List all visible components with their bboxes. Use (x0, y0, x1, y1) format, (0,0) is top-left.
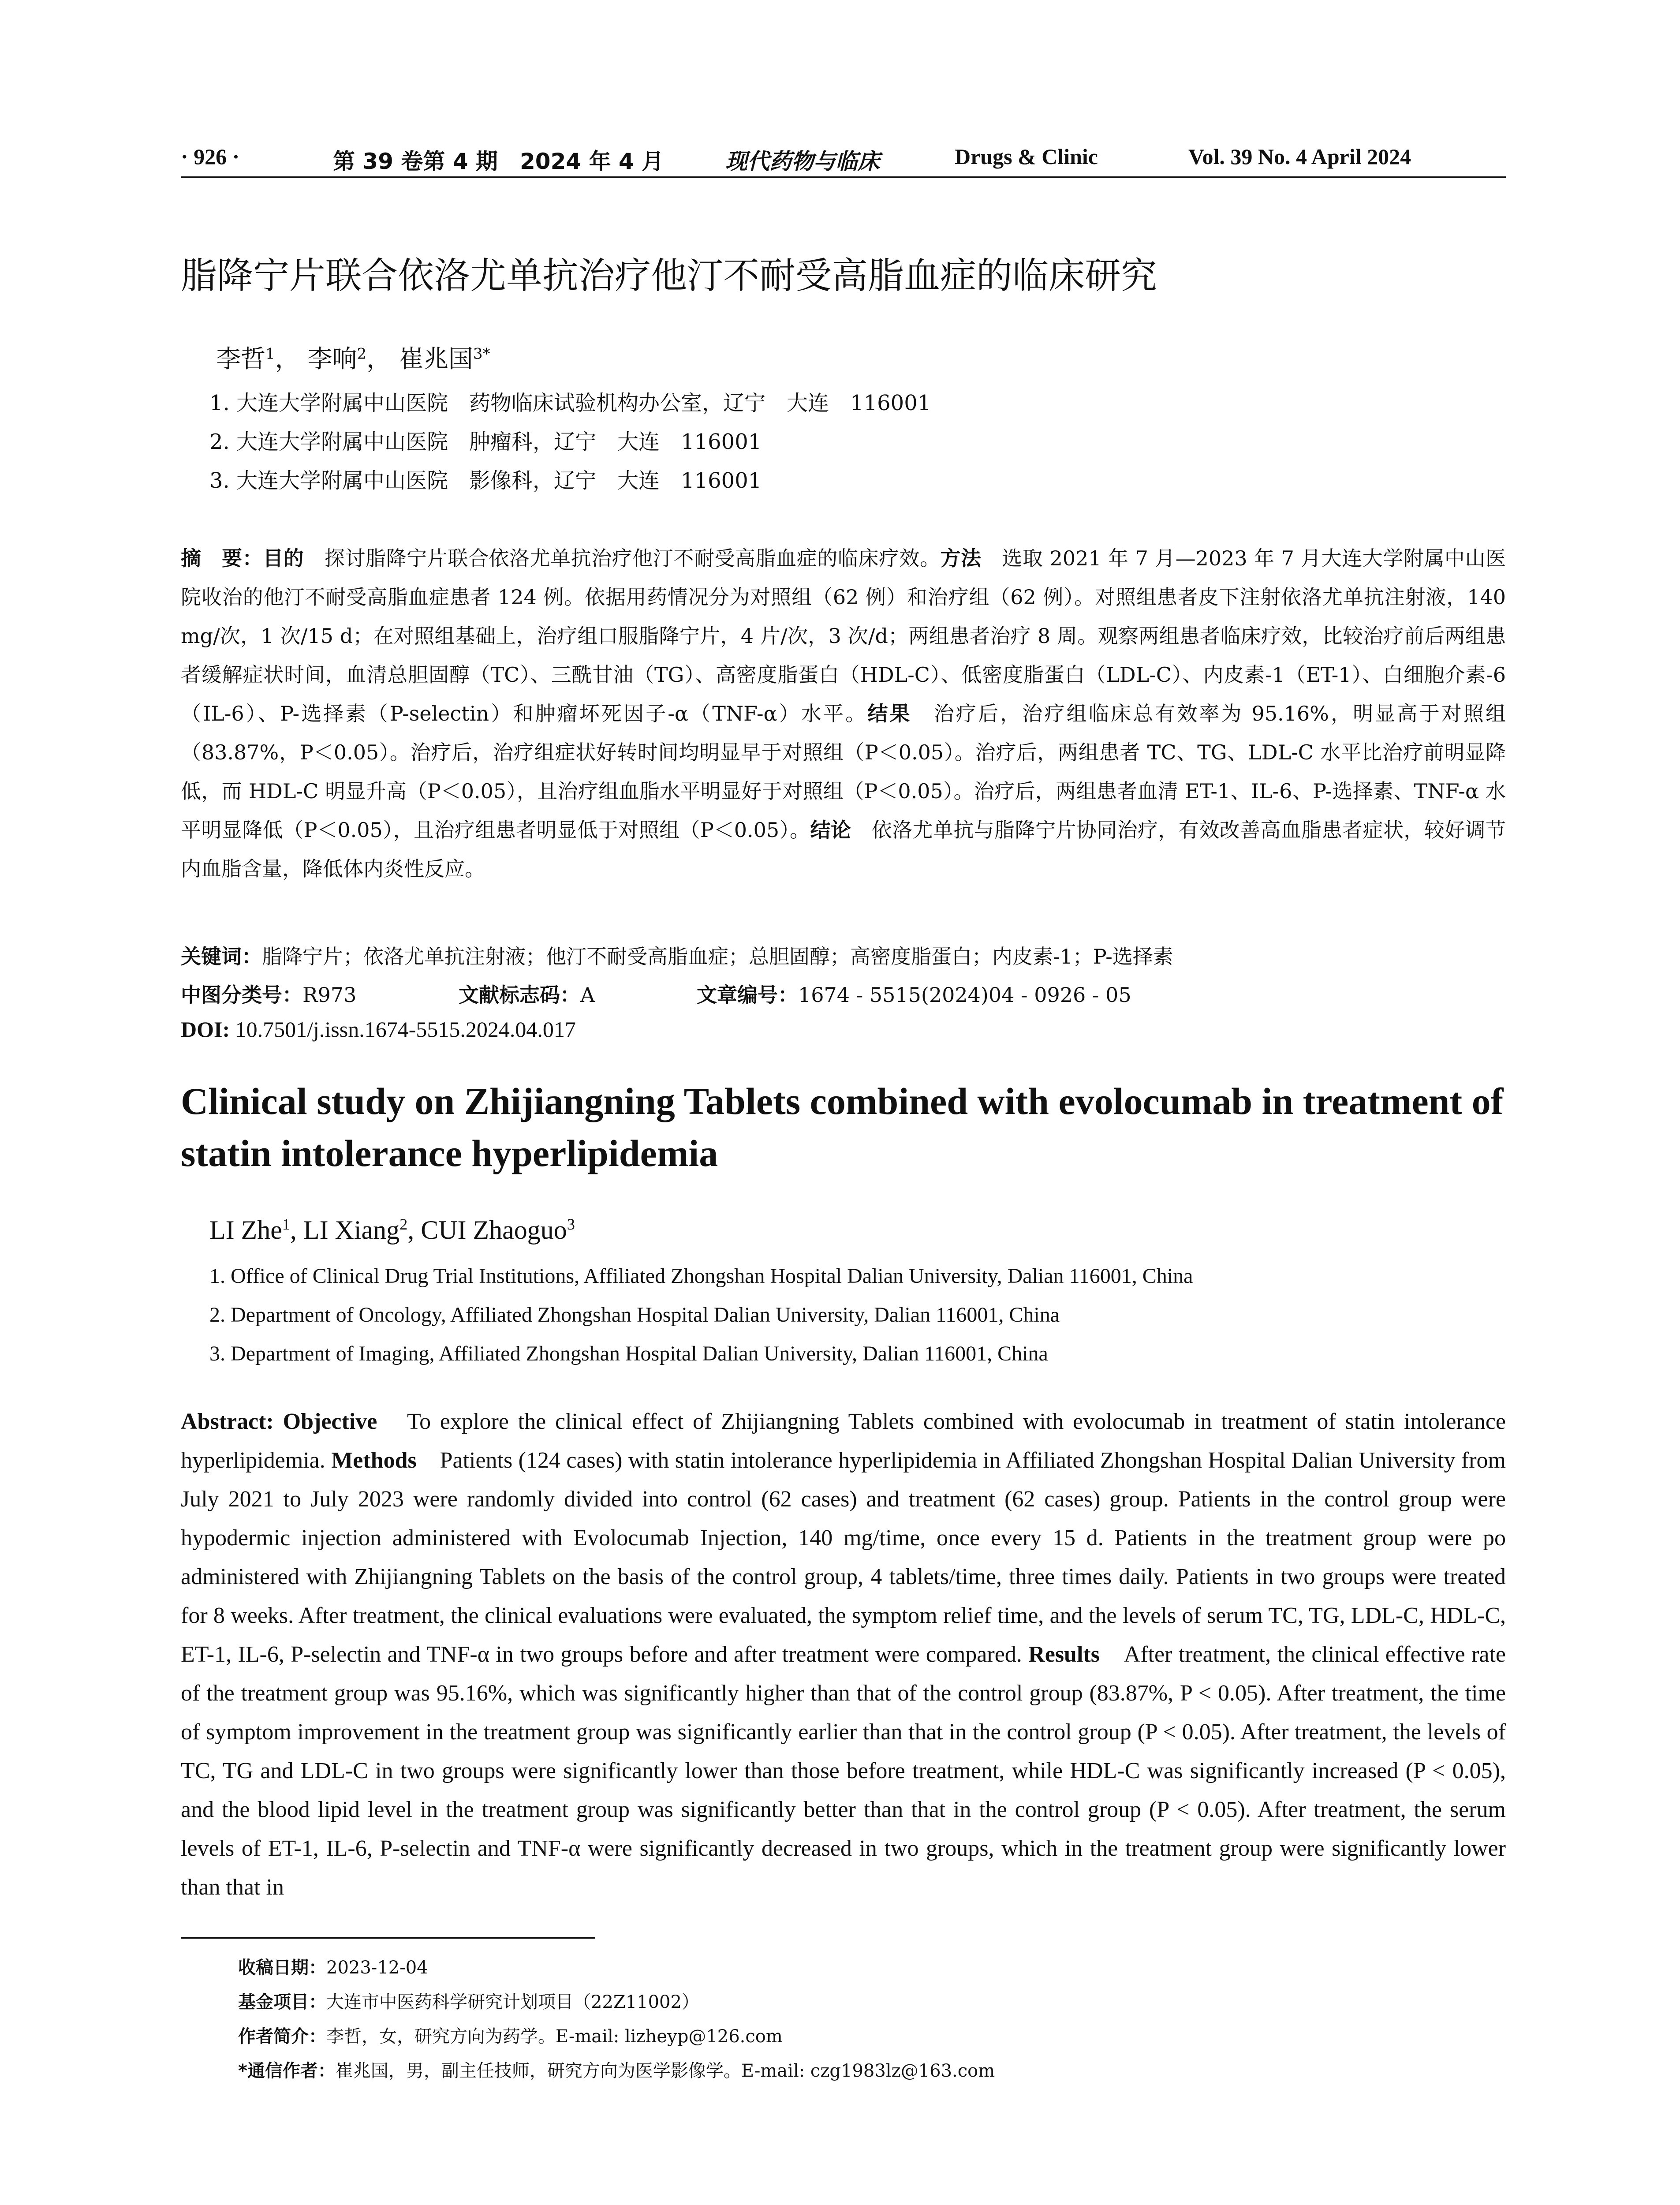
methods-cn-label: 方法 (940, 546, 982, 570)
running-header (181, 140, 1506, 180)
abstract-cn-label: 摘 要： (181, 546, 263, 570)
abstract-cn (181, 539, 1506, 888)
keywords-cn-label: 关键词： (181, 945, 262, 968)
affiliation-en-1: 1. Office of Clinical Drug Trial Institutions, Affiliated Zhongshan Hospital Dalian University, Dalian 116001, China (209, 1264, 1193, 1288)
doc-code-value: A (580, 983, 595, 1007)
author-cn-2: 李响 (307, 345, 357, 374)
clc-value: R973 (302, 983, 357, 1007)
footnote-fund (238, 1988, 699, 2013)
objective-cn-label: 目的 (263, 546, 304, 570)
authors-cn: 李哲$^1$， 李响$^2$， 崔兆国$^{3*}$ (216, 345, 490, 374)
doi-label: DOI: (181, 1017, 230, 1042)
corresponding-label: *通信作者： (238, 2061, 336, 2081)
doi-value[interactable]: 10.7501/j.issn.1674-5515.2024.04.017 (230, 1017, 576, 1042)
affiliation-en-2: 2. Department of Oncology, Affiliated Zhongshan Hospital Dalian University, Dalian 116001, China (209, 1303, 1060, 1327)
footnote-corresponding (238, 2057, 995, 2082)
journal-name-en: Drugs & Clinic (955, 144, 1098, 169)
results-en-label: Results (1028, 1642, 1100, 1667)
footnote-received (238, 1954, 428, 1979)
objective-en: To explore the clinical effect of Zhijiangning Tablets combined with evolocumab in treatment of statin intolerance hyperlipidemia. (181, 1409, 1506, 1473)
abstract-en (181, 1402, 1506, 1907)
author-cn-1: 李哲 (216, 345, 265, 374)
methods-en: Patients (124 cases) with statin intolerance hyperlipidemia in Affiliated Zhongshan Hospital Dalian University from July 2021 to July 2023 were randomly divided into control (62 cases) and treatment (62 cases) group. Patients in the control group were hypodermic injection administered with Evolocumab Injection, 140 mg/time, once every 15 d. Patients in the treatment group were po administered with Zhijiangning Tablets on the basis of the control group, 4 tablets/time, three times daily. Patients in two groups were treated for 8 weeks. After treatment, the clinical evaluations were evaluated, the symptom relief time, and the levels of serum TC, TG, LDL-C, HDL-C, ET-1, IL-6, P-selectin and TNF-α in two groups before and after treatment were compared. (181, 1448, 1506, 1667)
clc-label: 中图分类号： (181, 983, 302, 1007)
issue-en: Vol. 39 No. 4 April 2024 (1188, 144, 1411, 169)
footnote-author (238, 2022, 783, 2048)
author-cn-1-sup: 1 (265, 345, 275, 363)
author-en-1-sup: 1 (282, 1215, 290, 1233)
classification-line (181, 979, 356, 1008)
received-label: 收稿日期： (238, 1958, 326, 1978)
fund-label: 基金项目： (238, 1992, 326, 2012)
doi-line (181, 1017, 576, 1042)
results-cn-label: 结果 (867, 702, 912, 725)
conclusion-cn: 依洛尤单抗与脂降宁片协同治疗，有效改善高血脂患者症状，较好调节内血脂含量，降低体内炎性反应。 (181, 818, 1506, 881)
objective-cn: 探讨脂降宁片联合依洛尤单抗治疗他汀不耐受高脂血症的临床疗效。 (304, 546, 941, 570)
author-cn-3-sup: 3* (473, 345, 490, 363)
methods-cn: 选取 2021 年 7 月—2023 年 7 月大连大学附属中山医院收治的他汀不耐受高脂血症患者 124 例。依据用药情况分为对照组（62 例）和治疗组（62 例）。对照组患者皮下注射依洛尤单抗注射液，140 mg/次，1 次/15 d；在对照组基础上，治疗组口服脂降宁片，4 片/次，3 次/d；两组患者治疗 8 周。观察两组患者临床疗效，比较治疗前后两组患者缓解症状时间，血清总胆固醇（TC）、三酰甘油（TG）、高密度脂蛋白（HDL-C）、低密度脂蛋白（LDL-C）、内皮素-1（ET-1）、白细胞介素-6（IL-6）、P-选择素（P-selectin）和肿瘤坏死因子-α（TNF-α）水平。 (181, 546, 1506, 725)
keywords-cn (181, 941, 1173, 970)
author-en-3: CUI Zhaoguo (421, 1215, 567, 1245)
affiliation-cn-1: 1. 大连大学附属中山医院 药物临床试验机构办公室，辽宁 大连 116001 (209, 391, 931, 415)
article-number-label: 文章编号： (697, 983, 798, 1007)
page-number: · 926 · (181, 144, 240, 169)
objective-en-label: Objective (283, 1409, 377, 1434)
article-number (697, 979, 1131, 1008)
doc-code-label: 文献标志码： (459, 983, 580, 1007)
footnote-rule (181, 1937, 595, 1939)
author-en-3-sup: 3 (567, 1215, 575, 1233)
article-number-value: 1674 - 5515(2024)04 - 0926 - 05 (798, 983, 1131, 1007)
corresponding-text: 崔兆国，男，副主任技师，研究方向为医学影像学。E-mail: czg1983lz@163.com (335, 2061, 995, 2081)
affiliation-en-3: 3. Department of Imaging, Affiliated Zhongshan Hospital Dalian University, Dalian 116001, China (209, 1342, 1048, 1365)
title-en: Clinical study on Zhijiangning Tablets combined with evolocumab in treatment of statin intolerance hyperlipidemia (181, 1080, 1504, 1174)
author-bio-label: 作者简介： (238, 2026, 326, 2047)
authors-en: LI Zhe$^1$, LI Xiang$^2$, CUI Zhaoguo$^3$ (209, 1215, 575, 1245)
doc-code (459, 979, 595, 1008)
fund-text: 大连市中医药科学研究计划项目（22Z11002） (326, 1992, 699, 2012)
author-bio-text: 李哲，女，研究方向为药学。E-mail: lizheyp@126.com (326, 2026, 783, 2047)
header-rule (181, 176, 1506, 178)
affiliation-cn-2: 2. 大连大学附属中山医院 肿瘤科，辽宁 大连 116001 (209, 430, 762, 454)
results-en: After treatment, the clinical effective rate of the treatment group was 95.16%, which was significantly higher than that of the control group (83.87%, P < 0.05). After treatment, the time of symptom improvement in the treatment group was significantly earlier than that in the control group (P < 0.05). After treatment, the levels of TC, TG and LDL-C in two groups were significantly lower than those before treatment, while HDL-C was significantly increased (P < 0.05), and the blood lipid level in the treatment group was significantly better than that in the control group (P < 0.05). After treatment, the serum levels of ET-1, IL-6, P-selectin and TNF-α were significantly decreased in two groups, which in the treatment group were significantly lower than that in (181, 1642, 1506, 1900)
title-cn: 脂降宁片联合依洛尤单抗治疗他汀不耐受高脂血症的临床研究 (181, 255, 1157, 297)
author-en-2-sup: 2 (399, 1215, 408, 1233)
author-cn-2-sup: 2 (357, 345, 367, 363)
conclusion-cn-label: 结论 (810, 818, 851, 842)
methods-en-label: Methods (331, 1448, 417, 1473)
abstract-en-label: Abstract: (181, 1409, 274, 1434)
affiliation-cn-3: 3. 大连大学附属中山医院 影像科，辽宁 大连 116001 (209, 468, 762, 493)
author-cn-3: 崔兆国 (399, 345, 473, 374)
author-en-1: LI Zhe (209, 1215, 282, 1245)
received-date: 2023-12-04 (326, 1958, 428, 1978)
author-en-2: LI Xiang (303, 1215, 400, 1245)
issue-cn: 第 39 卷第 4 期 2024 年 4 月 (333, 149, 664, 174)
results-cn: 治疗后，治疗组临床总有效率为 95.16%，明显高于对照组（83.87%，P＜0.05）。治疗后，治疗组症状好转时间均明显早于对照组（P＜0.05）。治疗后，两组患者 TC、TG、LDL-C 水平比治疗前明显降低，而 HDL-C 明显升高（P＜0.05），且治疗组血脂水平明显好于对照组（P＜0.05）。治疗后，两组患者血清 ET-1、IL-6、P-选择素、TNF-α 水平明显降低（P＜0.05），且治疗组患者明显低于对照组（P＜0.05）。 (181, 702, 1506, 842)
keywords-cn-text: 脂降宁片；依洛尤单抗注射液；他汀不耐受高脂血症；总胆固醇；高密度脂蛋白；内皮素-1；P-选择素 (262, 945, 1173, 968)
journal-name-cn: 现代药物与临床 (725, 148, 880, 174)
